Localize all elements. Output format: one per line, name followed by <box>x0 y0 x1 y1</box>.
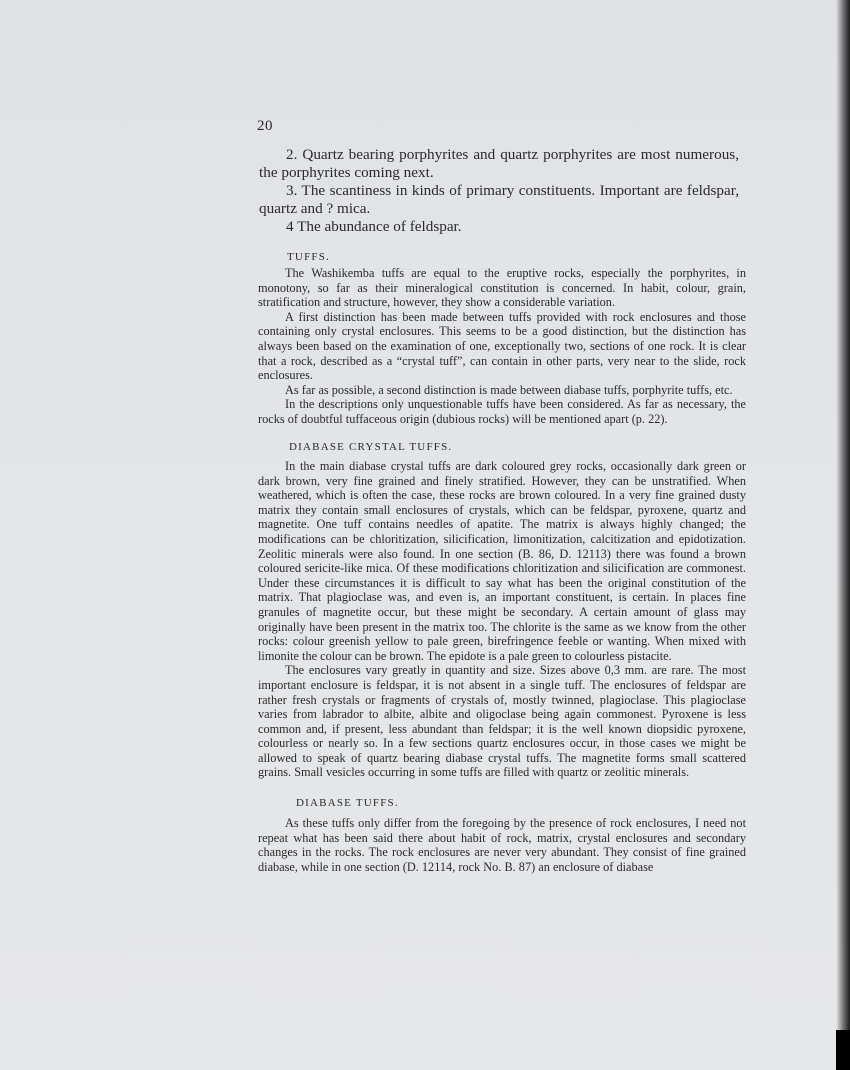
section-diabase-tuffs <box>258 816 746 874</box>
list-item: 2. Quartz bearing porphyrites and quartz porphyrites are most numerous, the porphyrites coming next. <box>259 146 739 181</box>
list-item: 3. The scantiness in kinds of primary constituents. Important are feldspar, quartz and ? mica. <box>259 182 739 217</box>
paragraph: As far as possible, a second distinction is made between diabase tuffs, porphyrite tuffs, etc. <box>285 382 733 397</box>
paragraph: The enclosures vary greatly in quantity and size. Sizes above 0,3 mm. are rare. The most important enclosure is feldspar, it is not absent in a single tuff. The enclosures of feldspar are rather fresh crystals or fragments of crystals of, mostly twinned, plagioclase. This plagioclase varies from labrador to albite, albite and oligoclase being again commonest. Pyroxene is less common and, if present, less abundant than feldspar; it is the well known diopsidic pyroxene, colourless or nearly so. In a few sections quartz enclosures occur, in those cases we might be allowed to speak of quartz bearing diabase crystal tuffs. The magnetite forms small scattered grains. Small vesicles occurring in some tuffs are filled with quartz or zeolitic minerals. <box>258 663 746 780</box>
paragraph: The Washikemba tuffs are equal to the eruptive rocks, especially the porphyrites, in monotony, so far as their mineralogical constitution is concerned. In habit, colour, grain, stratification and structure, however, they show a considerable variation. <box>258 266 746 310</box>
page-number: 20 <box>257 118 273 134</box>
paragraph: A first distinction has been made between tuffs provided with rock enclosures and those containing only crystal enclosures. This seems to be a good distinction, but the distinction has always been based on the examination of one, exceptionally two, sections of one rock. It is clear that a rock, described as a “crystal tuff”, can contain in other parts, very near to the slide, rock enclosures. <box>258 309 746 383</box>
paragraph: In the descriptions only unquestionable tuffs have been considered. As far as necessary, the rocks of doubtful tuffaceous origin (dubious rocks) will be mentioned apart (p. 22). <box>258 397 746 426</box>
section-heading-tuffs: TUFFS. <box>287 251 330 263</box>
section-diabase-crystal-tuffs <box>258 459 746 780</box>
page-edge-shadow <box>836 0 850 1070</box>
section-tuffs <box>258 266 746 427</box>
section-heading-diabase-tuffs: DIABASE TUFFS. <box>296 797 399 809</box>
numbered-list <box>259 146 739 236</box>
list-item: 4 The abundance of feldspar. <box>286 218 462 235</box>
paragraph: In the main diabase crystal tuffs are dark coloured grey rocks, occasionally dark green or dark brown, very fine grained and finely stratified. However, they can be unstratified. When weathered, which is often the case, these rocks are brown coloured. In a very fine grained dusty matrix they contain small enclosures of crystals, which can be feldspar, pyroxene, quartz and magnetite. One tuff contains needles of apatite. The matrix is always highly changed; the modifications can be chloritization, silicification, limonitization, calcitization and epidotization. Zeolitic minerals were also found. In one section (B. 86, D. 12113) there was found a brown coloured sericite-like mica. Of these modifications chloritization and silicification are commonest. Under these circumstances it is difficult to say what has been the original constitution of the matrix. That plagioclase was, and even is, an important constituent, is certain. In places fine granules of magnetite occur, but these might be secondary. A certain amount of glass may originally have been present in the matrix too. The chlorite is the same as we know from the other rocks: colour greenish yellow to pale green, birefringence feeble or wanting. When mixed with limonite the colour can be brown. The epidote is a pale green to colourless pistacite. <box>258 459 746 663</box>
paragraph: As these tuffs only differ from the foregoing by the presence of rock enclosures, I need not repeat what has been said there about habit of rock, matrix, crystal enclosures and secondary changes in the rocks. The rock enclosures are never very abundant. They consist of fine grained diabase, while in one section (D. 12114, rock No. B. 87) an enclosure of diabase <box>258 816 746 874</box>
section-heading-diabase-crystal-tuffs: DIABASE CRYSTAL TUFFS. <box>289 441 453 453</box>
page-corner-shadow <box>836 1030 850 1070</box>
